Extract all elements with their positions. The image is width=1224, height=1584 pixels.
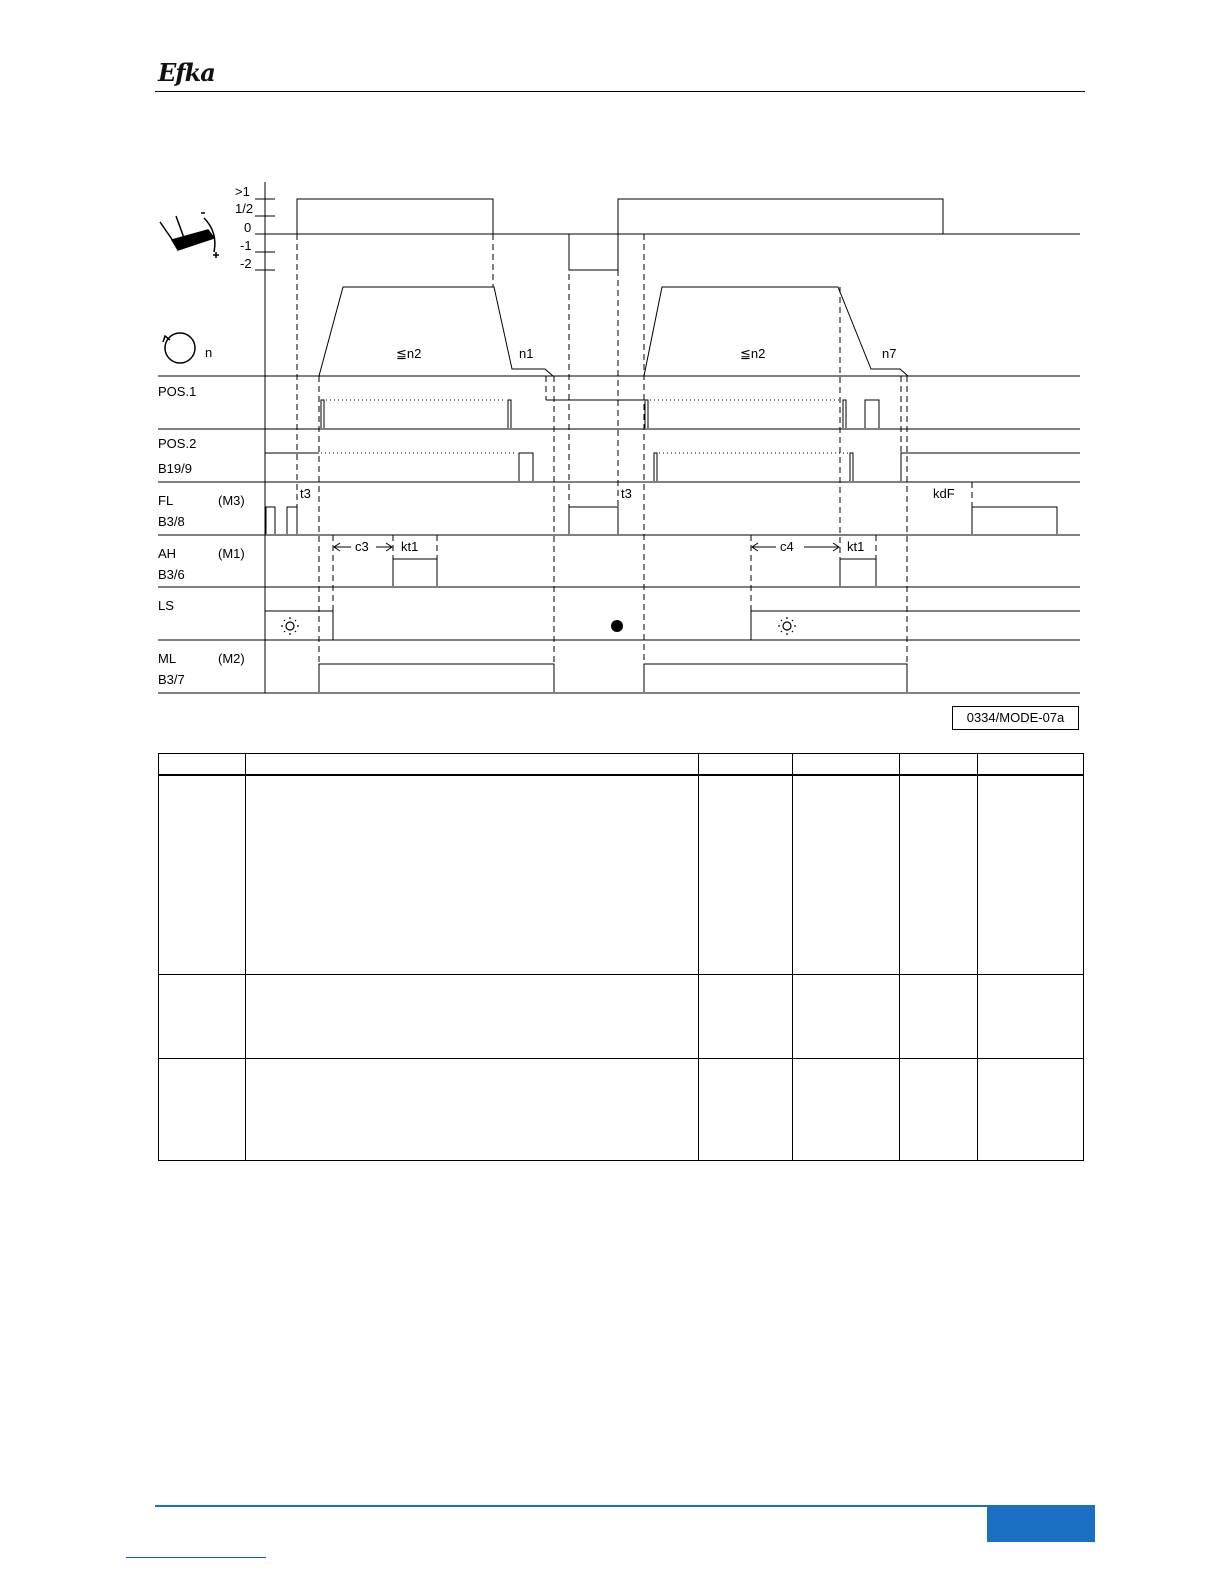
table-cell [793, 975, 900, 1059]
figure-code: 0334/MODE-07a [952, 706, 1079, 730]
table-cell [699, 775, 793, 975]
table-row [159, 775, 1084, 975]
row-label-ls: LS [158, 598, 174, 613]
row-label-ah-pin: B3/6 [158, 567, 185, 582]
table-cell [978, 1059, 1084, 1161]
table-header-cell [793, 754, 900, 775]
lamp-on-icon-2 [778, 617, 796, 635]
kt1-label-first: kt1 [401, 539, 419, 554]
pedal-icon [160, 213, 219, 258]
row-label-ml-mode: (M2) [218, 651, 245, 666]
pedal-level-half: 1/2 [235, 201, 254, 216]
table-header-cell [699, 754, 793, 775]
table-cell [699, 975, 793, 1059]
table-cell [159, 975, 246, 1059]
speed-first-cycle: ≦n2 [396, 346, 422, 361]
table-cell [978, 975, 1084, 1059]
table-cell [159, 1059, 246, 1161]
pedal-level-0: 0 [244, 220, 252, 235]
speed-label: n [205, 345, 213, 360]
footer-link[interactable] [126, 1557, 266, 1558]
table-row [159, 1059, 1084, 1161]
speed-first-end: n1 [519, 346, 534, 361]
lamp-off-icon [611, 620, 623, 632]
table-header-cell [159, 754, 246, 775]
pedal-level-minus2: -2 [240, 256, 252, 271]
table-cell [246, 975, 699, 1059]
table-cell [246, 1059, 699, 1161]
table-cell [900, 1059, 978, 1161]
speed-second-cycle: ≦n2 [740, 346, 766, 361]
row-label-ah: AH [158, 546, 177, 561]
row-label-fl-pin: B3/8 [158, 514, 185, 529]
lamp-on-icon [281, 617, 299, 635]
row-label-fl: FL [158, 493, 174, 508]
kdf-label: kdF [933, 486, 955, 501]
table-header-cell [900, 754, 978, 775]
table-cell [978, 775, 1084, 975]
speed-second-end: n7 [882, 346, 897, 361]
table-header-cell [246, 754, 699, 775]
table-cell [793, 775, 900, 975]
row-label-ml: ML [158, 651, 177, 666]
motor-rotation-icon [163, 333, 195, 363]
table-cell [900, 975, 978, 1059]
c4-label: c4 [780, 539, 794, 554]
row-label-pos2-pin: B19/9 [158, 461, 192, 476]
footer-rule [155, 1505, 1095, 1507]
page-number-block [987, 1505, 1095, 1542]
table-cell [246, 775, 699, 975]
table-cell [699, 1059, 793, 1161]
row-label-fl-mode: (M3) [218, 493, 245, 508]
row-label-ah-mode: (M1) [218, 546, 245, 561]
efka-logo: Efka [158, 58, 215, 87]
row-label-ml-pin: B3/7 [158, 672, 185, 687]
table-cell [793, 1059, 900, 1161]
row-label-pos2: POS.2 [158, 436, 197, 451]
table-cell [900, 775, 978, 975]
table-cell [159, 775, 246, 975]
table-header-cell [978, 754, 1084, 775]
parameter-table [158, 753, 1084, 1161]
t3-label-second: t3 [621, 486, 632, 501]
c3-label: c3 [355, 539, 369, 554]
t3-label-first: t3 [300, 486, 311, 501]
table-row [159, 975, 1084, 1059]
pedal-level-1: >1 [235, 184, 250, 199]
table-header-row [159, 754, 1084, 775]
timing-diagram [0, 0, 1224, 760]
pedal-level-minus1: -1 [240, 238, 252, 253]
row-label-pos1: POS.1 [158, 384, 197, 399]
kt1-label-second: kt1 [847, 539, 865, 554]
